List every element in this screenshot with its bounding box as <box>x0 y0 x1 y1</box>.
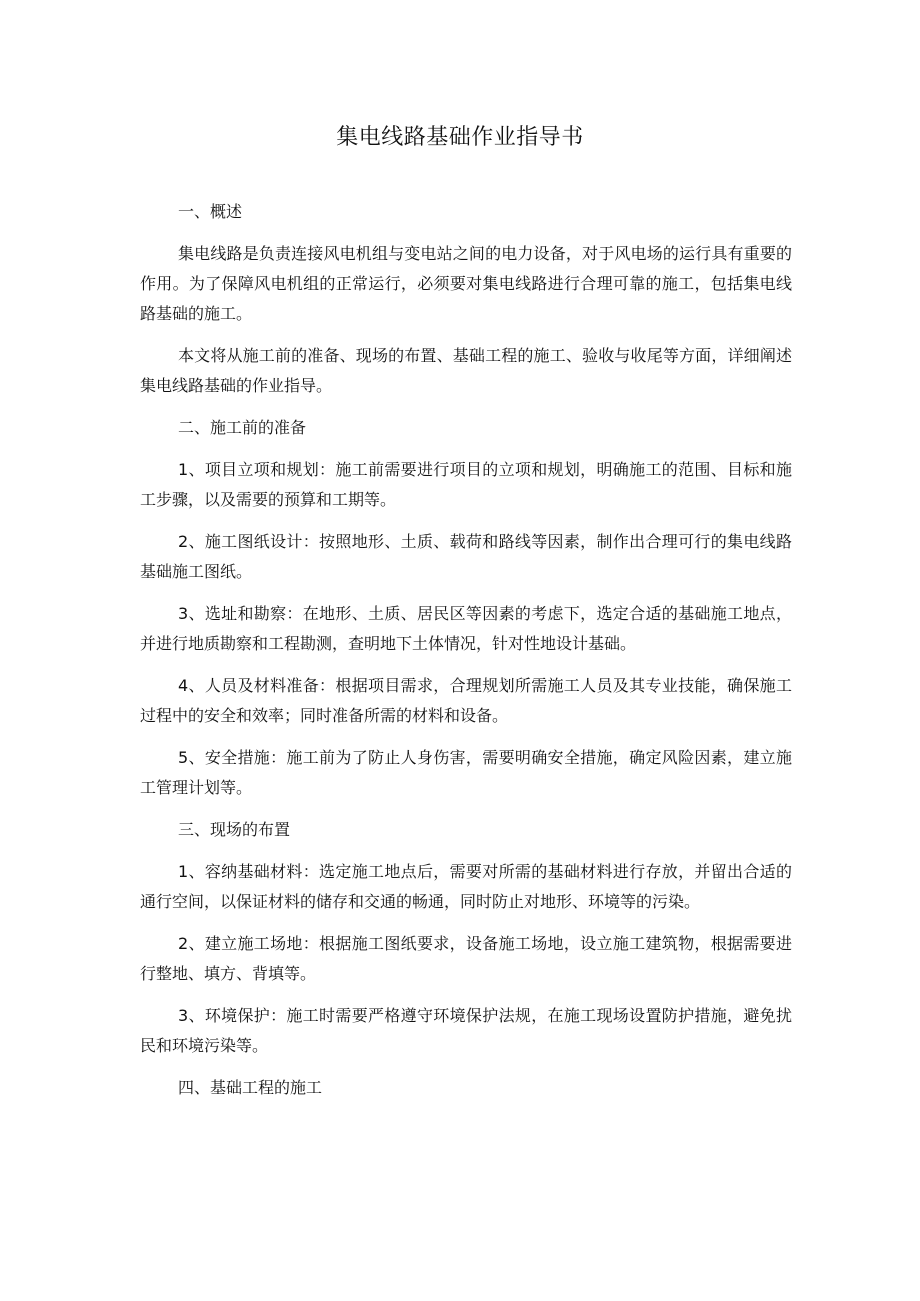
paragraph-preparation-4: 4、人员及材料准备：根据项目需求，合理规划所需施工人员及其专业技能，确保施工过程中的安全和效率；同时准备所需的材料和设备。 <box>140 676 792 725</box>
document-title: 集电线路基础作业指导书 <box>336 125 584 150</box>
section-heading-preparation: 二、施工前的准备 <box>178 418 307 437</box>
paragraph-preparation-5: 5、安全措施：施工前为了防止人身伤害，需要明确安全措施，确定风险因素，建立施工管理计划等。 <box>140 748 792 797</box>
paragraph-overview-2: 本文将从施工前的准备、现场的布置、基础工程的施工、验收与收尾等方面，详细阐述集电线路基础的作业指导。 <box>140 346 792 395</box>
paragraph-overview-1: 集电线路是负责连接风电机组与变电站之间的电力设备，对于风电场的运行具有重要的作用。为了保障风电机组的正常运行，必须要对集电线路进行合理可靠的施工，包括集电线路基础的施工。 <box>140 244 792 323</box>
paragraph-site-layout-1: 1、容纳基础材料：选定施工地点后，需要对所需的基础材料进行存放，并留出合适的通行空间，以保证材料的储存和交通的畅通，同时防止对地形、环境等的污染。 <box>140 862 792 911</box>
paragraph-preparation-1: 1、项目立项和规划：施工前需要进行项目的立项和规划，明确施工的范围、目标和施工步骤，以及需要的预算和工期等。 <box>140 460 792 509</box>
paragraph-preparation-3: 3、选址和勘察：在地形、土质、居民区等因素的考虑下，选定合适的基础施工地点，并进行地质勘察和工程勘测，查明地下土体情况，针对性地设计基础。 <box>140 604 792 653</box>
paragraph-site-layout-2: 2、建立施工场地：根据施工图纸要求，设备施工场地，设立施工建筑物，根据需要进行整地、填方、背填等。 <box>140 934 792 983</box>
paragraph-preparation-2: 2、施工图纸设计：按照地形、土质、载荷和路线等因素，制作出合理可行的集电线路基础施工图纸。 <box>140 532 792 581</box>
document-body <box>140 197 792 1115</box>
paragraph-site-layout-3: 3、环境保护：施工时需要严格遵守环境保护法规，在施工现场设置防护措施，避免扰民和环境污染等。 <box>140 1006 792 1055</box>
section-heading-foundation-works: 四、基础工程的施工 <box>178 1078 323 1097</box>
section-heading-site-layout: 三、现场的布置 <box>178 820 291 839</box>
section-heading-overview: 一、概述 <box>178 202 243 221</box>
